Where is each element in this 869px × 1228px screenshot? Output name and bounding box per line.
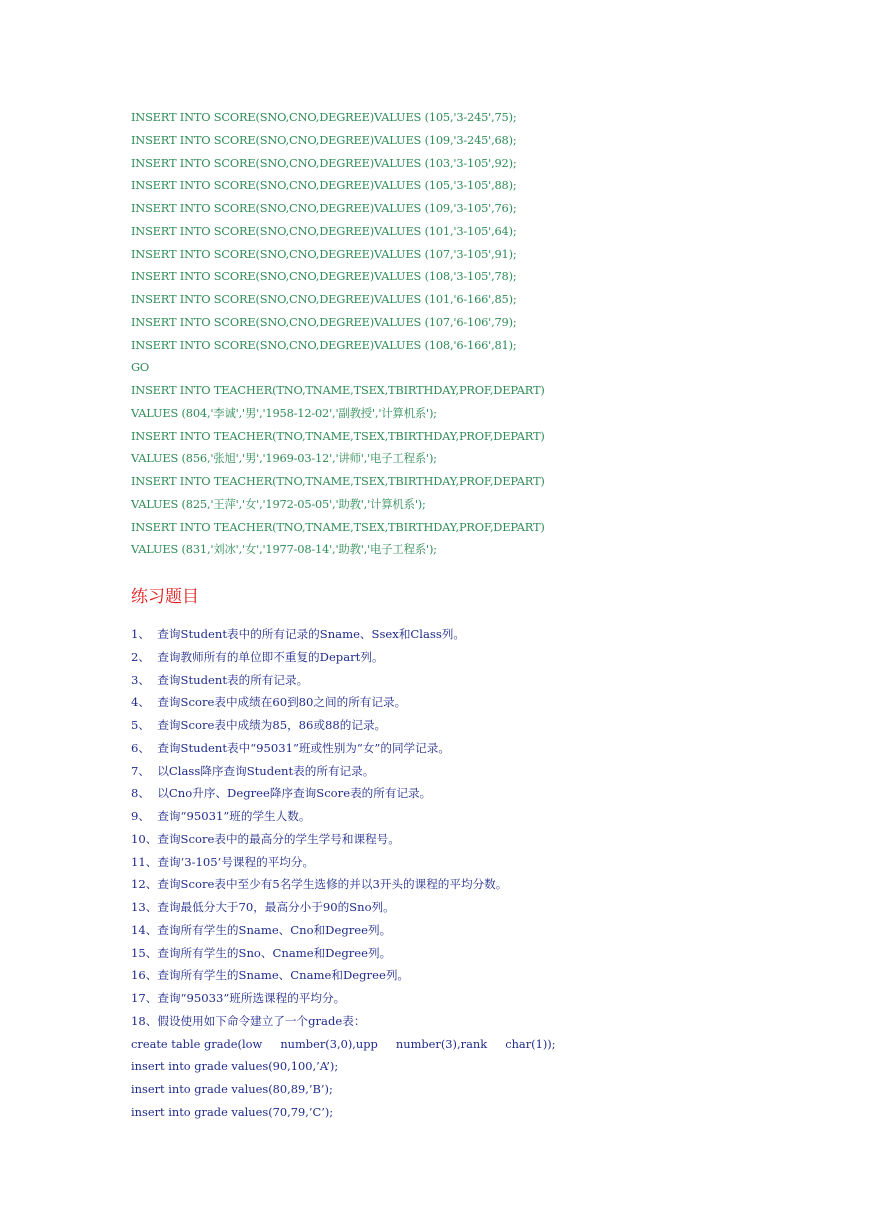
sql-line: GO xyxy=(131,360,150,375)
exercise-item: 17、查询“95033”班所选课程的平均分。 xyxy=(131,991,346,1005)
sql-line: INSERT INTO SCORE(SNO,CNO,DEGREE)VALUES (107,'6-106',79); xyxy=(131,314,517,329)
document-page xyxy=(131,106,851,1124)
exercise-item: 15、查询所有学生的Sno、Cname和Degree列。 xyxy=(131,945,392,960)
exercise-item: 9、 查询“95031”班的学生人数。 xyxy=(131,809,311,823)
grade-code-line: insert into grade values(90,100,’A’); xyxy=(131,1059,339,1074)
exercise-list xyxy=(131,623,851,1033)
exercise-item: 5、 查询Score表中成绩为85，86或88的记录。 xyxy=(131,718,387,732)
section-title: 练习题目 xyxy=(131,587,199,607)
sql-line: INSERT INTO SCORE(SNO,CNO,DEGREE)VALUES (103,'3-105',92); xyxy=(131,155,517,170)
exercise-item: 16、查询所有学生的Sname、Cname和Degree列。 xyxy=(131,968,410,983)
exercise-item: 8、 以Cno升序、Degree降序查询Score表的所有记录。 xyxy=(131,786,432,801)
sql-line: INSERT INTO SCORE(SNO,CNO,DEGREE)VALUES (105,'3-245',75); xyxy=(131,110,517,124)
sql-line: INSERT INTO SCORE(SNO,CNO,DEGREE)VALUES (108,'3-105',78); xyxy=(131,269,517,284)
sql-line: INSERT INTO SCORE(SNO,CNO,DEGREE)VALUES (105,'3-105',88); xyxy=(131,178,517,193)
sql-line: INSERT INTO SCORE(SNO,CNO,DEGREE)VALUES (109,'3-245',68); xyxy=(131,132,517,147)
grade-code-line: create table grade(low number(3,0),upp number(3),rank char(1)); xyxy=(131,1036,556,1051)
sql-line: INSERT INTO SCORE(SNO,CNO,DEGREE)VALUES (101,'3-105',64); xyxy=(131,223,517,238)
grade-code-line: insert into grade values(70,79,’C’); xyxy=(131,1104,334,1119)
grade-code-line: insert into grade values(80,89,’B’); xyxy=(131,1082,333,1096)
sql-line: INSERT INTO TEACHER(TNO,TNAME,TSEX,TBIRTHDAY,PROF,DEPART) xyxy=(131,428,545,443)
grade-code-block xyxy=(131,1033,851,1124)
sql-line: INSERT INTO SCORE(SNO,CNO,DEGREE)VALUES (109,'3-105',76); xyxy=(131,201,517,215)
exercise-item: 3、 查询Student表的所有记录。 xyxy=(131,672,309,687)
exercise-item: 2、 查询教师所有的单位即不重复的Depart列。 xyxy=(131,649,384,664)
exercise-item: 13、查询最低分大于70，最高分小于90的Sno列。 xyxy=(131,900,395,914)
sql-block xyxy=(131,106,851,561)
exercise-item: 12、查询Score表中至少有5名学生选修的并以3开头的课程的平均分数。 xyxy=(131,877,508,892)
exercise-item: 4、 查询Score表中成绩在60到80之间的所有记录。 xyxy=(131,695,407,710)
sql-line: INSERT INTO TEACHER(TNO,TNAME,TSEX,TBIRTHDAY,PROF,DEPART) xyxy=(131,474,545,488)
sql-line: INSERT INTO SCORE(SNO,CNO,DEGREE)VALUES (108,'6-166',81); xyxy=(131,337,517,352)
exercise-item: 18、假设使用如下命令建立了一个grade表： xyxy=(131,1013,366,1028)
sql-line: INSERT INTO SCORE(SNO,CNO,DEGREE)VALUES (107,'3-105',91); xyxy=(131,246,517,261)
exercise-item: 7、 以Class降序查询Student表的所有记录。 xyxy=(131,763,375,778)
sql-line: VALUES (804,'李诚','男','1958-12-02','副教授','计算机系'); xyxy=(131,405,437,420)
sql-line: INSERT INTO TEACHER(TNO,TNAME,TSEX,TBIRTHDAY,PROF,DEPART) xyxy=(131,519,545,534)
sql-line: VALUES (825,'王萍','女','1972-05-05','助教','计算机系'); xyxy=(131,496,426,511)
exercise-item: 11、查询‘3-105’号课程的平均分。 xyxy=(131,854,315,869)
sql-line: INSERT INTO SCORE(SNO,CNO,DEGREE)VALUES (101,'6-166',85); xyxy=(131,292,517,306)
exercise-item: 10、查询Score表中的最高分的学生学号和课程号。 xyxy=(131,831,400,846)
exercise-item: 6、 查询Student表中“95031”班或性别为“女”的同学记录。 xyxy=(131,740,450,755)
sql-line: VALUES (856,'张旭','男','1969-03-12','讲师','电子工程系'); xyxy=(131,451,437,466)
sql-line: INSERT INTO TEACHER(TNO,TNAME,TSEX,TBIRTHDAY,PROF,DEPART) xyxy=(131,383,545,397)
sql-line: VALUES (831,'刘冰','女','1977-08-14','助教','电子工程系'); xyxy=(131,542,437,557)
exercise-item: 1、 查询Student表中的所有记录的Sname、Ssex和Class列。 xyxy=(131,627,465,641)
exercise-item: 14、查询所有学生的Sname、Cno和Degree列。 xyxy=(131,922,392,937)
